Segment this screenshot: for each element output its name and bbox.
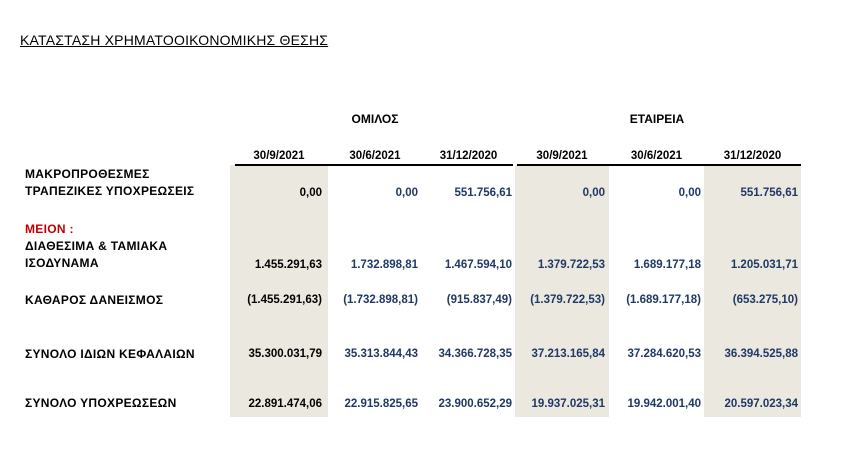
row-label-line: ΔΙΑΘΕΣΙΜΑ & ΤΑΜΙΑΚΑ	[25, 239, 168, 253]
value-cell: (1.455.291,63)	[247, 294, 322, 306]
row-label-minus: ΜΕΙΟΝ :	[25, 222, 74, 236]
value-cell: 22.915.825,65	[344, 398, 418, 410]
value-cell: (653.275,10)	[732, 294, 798, 306]
row-label-total-liabilities	[25, 395, 177, 412]
value-cell: 20.597.023,34	[724, 398, 798, 410]
value-cell: (915.837,49)	[446, 294, 512, 306]
date-col-3: 31/12/2020	[439, 150, 498, 162]
value-cell: 1.455.291,63	[254, 259, 322, 271]
value-cell: 1.689.177,18	[633, 259, 701, 271]
header-rule-company	[517, 164, 801, 166]
value-cell: 36.394.525,88	[724, 348, 798, 360]
header-rule-group	[235, 164, 513, 166]
row-label-line: ΜΑΚΡΟΠΡΟΘΕΣΜΕΣ	[25, 167, 150, 181]
value-cell: 0,00	[299, 187, 322, 199]
value-cell: 34.366.728,35	[438, 348, 512, 360]
row-label-net-debt	[25, 292, 163, 309]
value-cell: 37.213.165,84	[531, 348, 605, 360]
value-cell: 35.313.844,43	[344, 348, 418, 360]
value-cell: 0,00	[678, 187, 701, 199]
value-cell: 1.467.594,10	[444, 259, 512, 271]
row-label-line: ΤΡΑΠΕΖΙΚΕΣ ΥΠΟΧΡΕΩΣΕΙΣ	[25, 184, 195, 198]
row-label-total-equity	[25, 346, 195, 363]
value-cell: 551.756,61	[454, 187, 512, 199]
value-cell: (1.689.177,18)	[626, 294, 701, 306]
group-header-company: ΕΤΑΙΡΕΙΑ	[629, 112, 685, 126]
row-label-line: ΣΥΝΟΛΟ ΙΔΙΩΝ ΚΕΦΑΛΑΙΩΝ	[25, 347, 195, 361]
value-cell: (1.732.898,81)	[343, 294, 418, 306]
shade-col-1	[230, 165, 328, 417]
value-cell: 1.379.722,53	[537, 259, 605, 271]
value-cell: 22.891.474,06	[248, 398, 322, 410]
value-cell: 0,00	[395, 187, 418, 199]
value-cell: 1.205.031,71	[730, 259, 798, 271]
date-col-5: 30/6/2021	[630, 150, 683, 162]
value-cell: 23.900.652,29	[438, 398, 512, 410]
value-cell: 1.732.898,81	[350, 259, 418, 271]
value-cell: (1.379.722,53)	[530, 294, 605, 306]
value-cell: 35.300.031,79	[248, 348, 322, 360]
value-cell: 19.942.001,40	[627, 398, 701, 410]
row-label-cash	[25, 238, 167, 272]
date-col-1: 30/9/2021	[253, 150, 305, 162]
value-cell: 37.284.620,53	[627, 348, 701, 360]
date-col-4: 30/9/2021	[536, 150, 588, 162]
value-cell: 0,00	[582, 187, 605, 199]
row-label-line: ΚΑΘΑΡΟΣ ΔΑΝΕΙΣΜΟΣ	[25, 293, 164, 307]
shade-col-4	[515, 165, 609, 417]
value-cell: 19.937.025,31	[531, 398, 605, 410]
date-col-6: 31/12/2020	[723, 150, 782, 162]
row-label-line: ΣΥΝΟΛΟ ΥΠΟΧΡΕΩΣΕΩΝ	[25, 396, 177, 410]
row-label-long-term-loans	[25, 166, 194, 200]
page-title: ΚΑΤΑΣΤΑΣΗ ΧΡΗΜΑΤΟΟΙΚΟΝΟΜΙΚΗΣ ΘΕΣΗΣ	[20, 32, 329, 48]
row-label-line: ΙΣΟΔΥΝΑΜΑ	[25, 256, 99, 270]
value-cell: 551.756,61	[740, 187, 798, 199]
shade-col-6	[704, 165, 801, 417]
date-col-2: 30/6/2021	[349, 150, 401, 162]
group-header-group: ΟΜΙΛΟΣ	[351, 112, 399, 126]
